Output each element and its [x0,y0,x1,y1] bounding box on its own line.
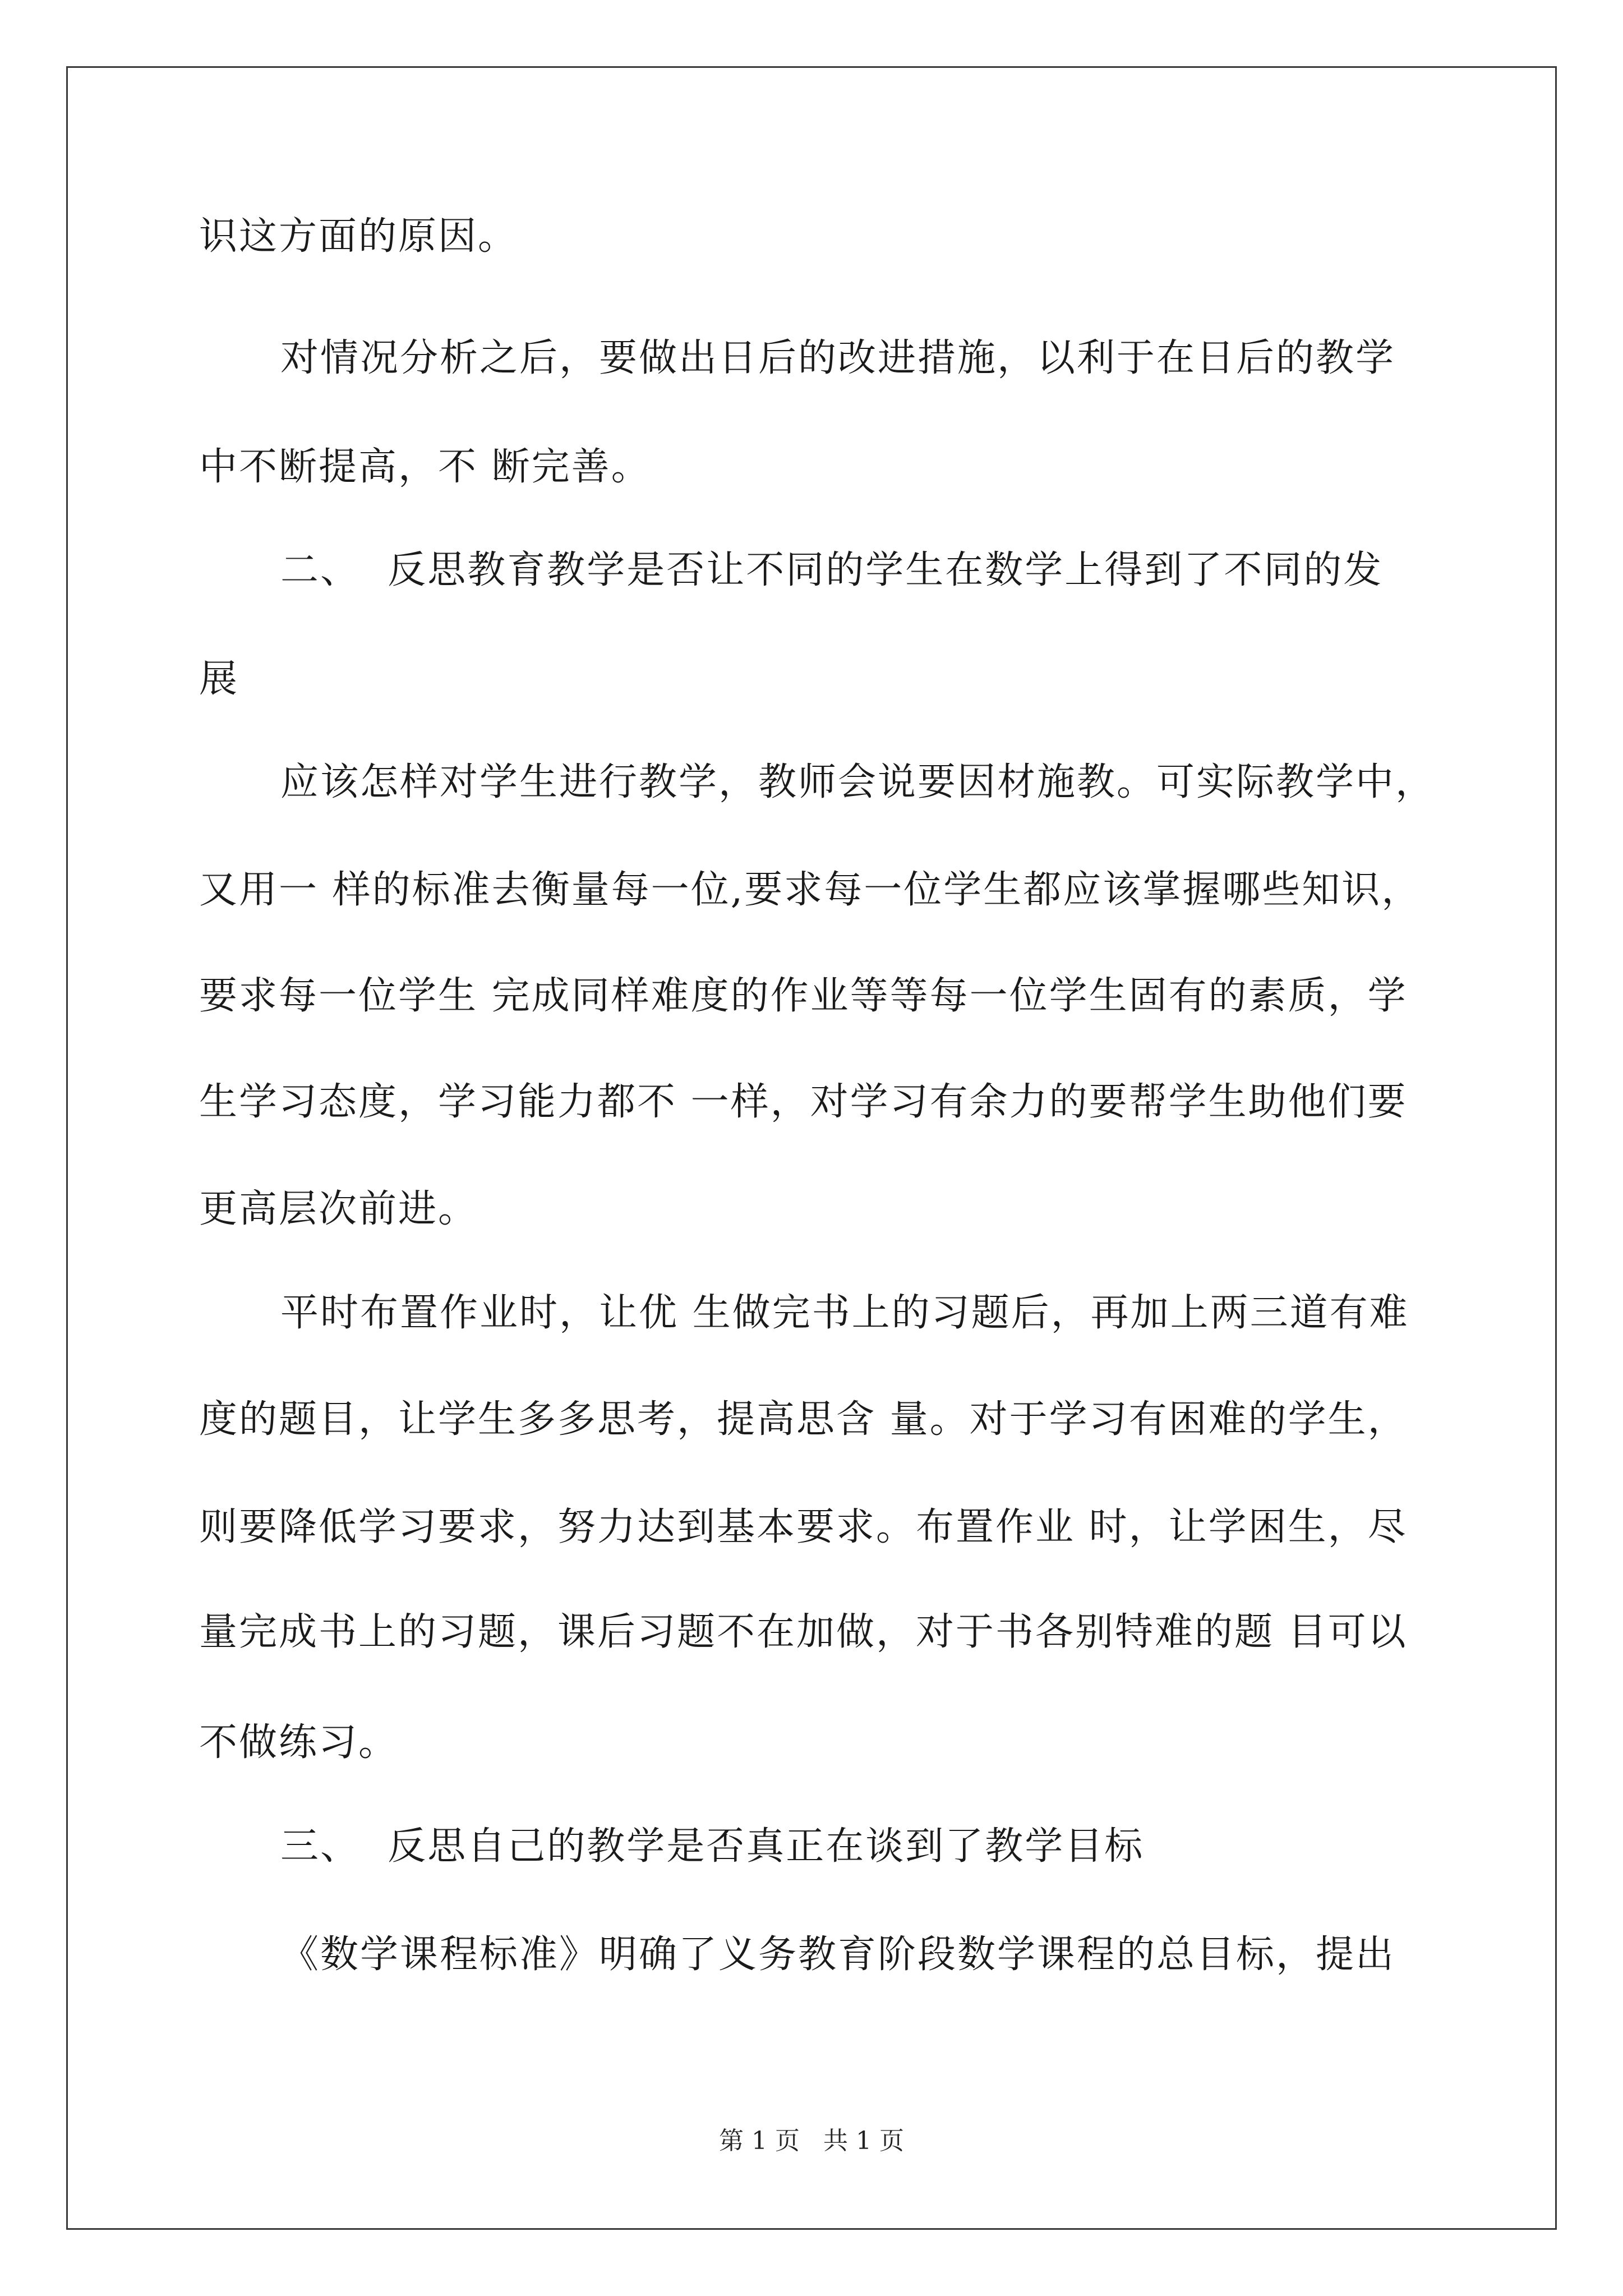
text-line-12: 度的题目，让学生多多思考，提高思含 量。对于学习有困难的学生， [199,1397,1408,1442]
page-border [66,66,1557,2230]
text-line-5: 展 [199,657,239,701]
text-line-13: 则要降低学习要求，努力达到基本要求。布置作业 时，让学困生，尽 [199,1505,1408,1549]
text-line-17: 《数学课程标准》明确了义务教育阶段数学课程的总目标，提出 [280,1932,1396,1977]
text-line-6: 应该怎样对学生进行教学，教师会说要因材施教。可实际教学中， [280,760,1436,804]
section-heading-2: 二、 反思教育教学是否让不同的学生在数学上得到了不同的发 [280,548,1384,592]
text-line-9: 生学习态度，学习能力都不 一样，对学习有余力的要帮学生助他们要 [199,1080,1408,1124]
text-line-3: 中不断提高，不 断完善。 [199,445,651,489]
text-line-15: 不做练习。 [199,1720,399,1765]
page-number-footer: 第 1 页 共 1 页 [719,2127,904,2155]
text-line-14: 量完成书上的习题，课后习题不在加做，对于书各别特难的题 目可以 [199,1610,1408,1654]
text-line-1: 识这方面的原因。 [199,214,518,259]
text-line-7: 又用一 样的标准去衡量每一位,要求每一位学生都应该掌握哪些知识， [199,868,1422,912]
text-line-2: 对情况分析之后，要做出日后的改进措施，以利于在日后的教学 [280,336,1396,380]
text-line-11: 平时布置作业时，让优 生做完书上的习题后，再加上两三道有难 [280,1291,1409,1335]
text-line-10: 更高层次前进。 [199,1187,478,1231]
text-line-8: 要求每一位学生 完成同样难度的作业等等每一位学生固有的素质，学 [199,974,1408,1018]
section-heading-3: 三、 反思自己的教学是否真正在谈到了教学目标 [280,1824,1145,1869]
